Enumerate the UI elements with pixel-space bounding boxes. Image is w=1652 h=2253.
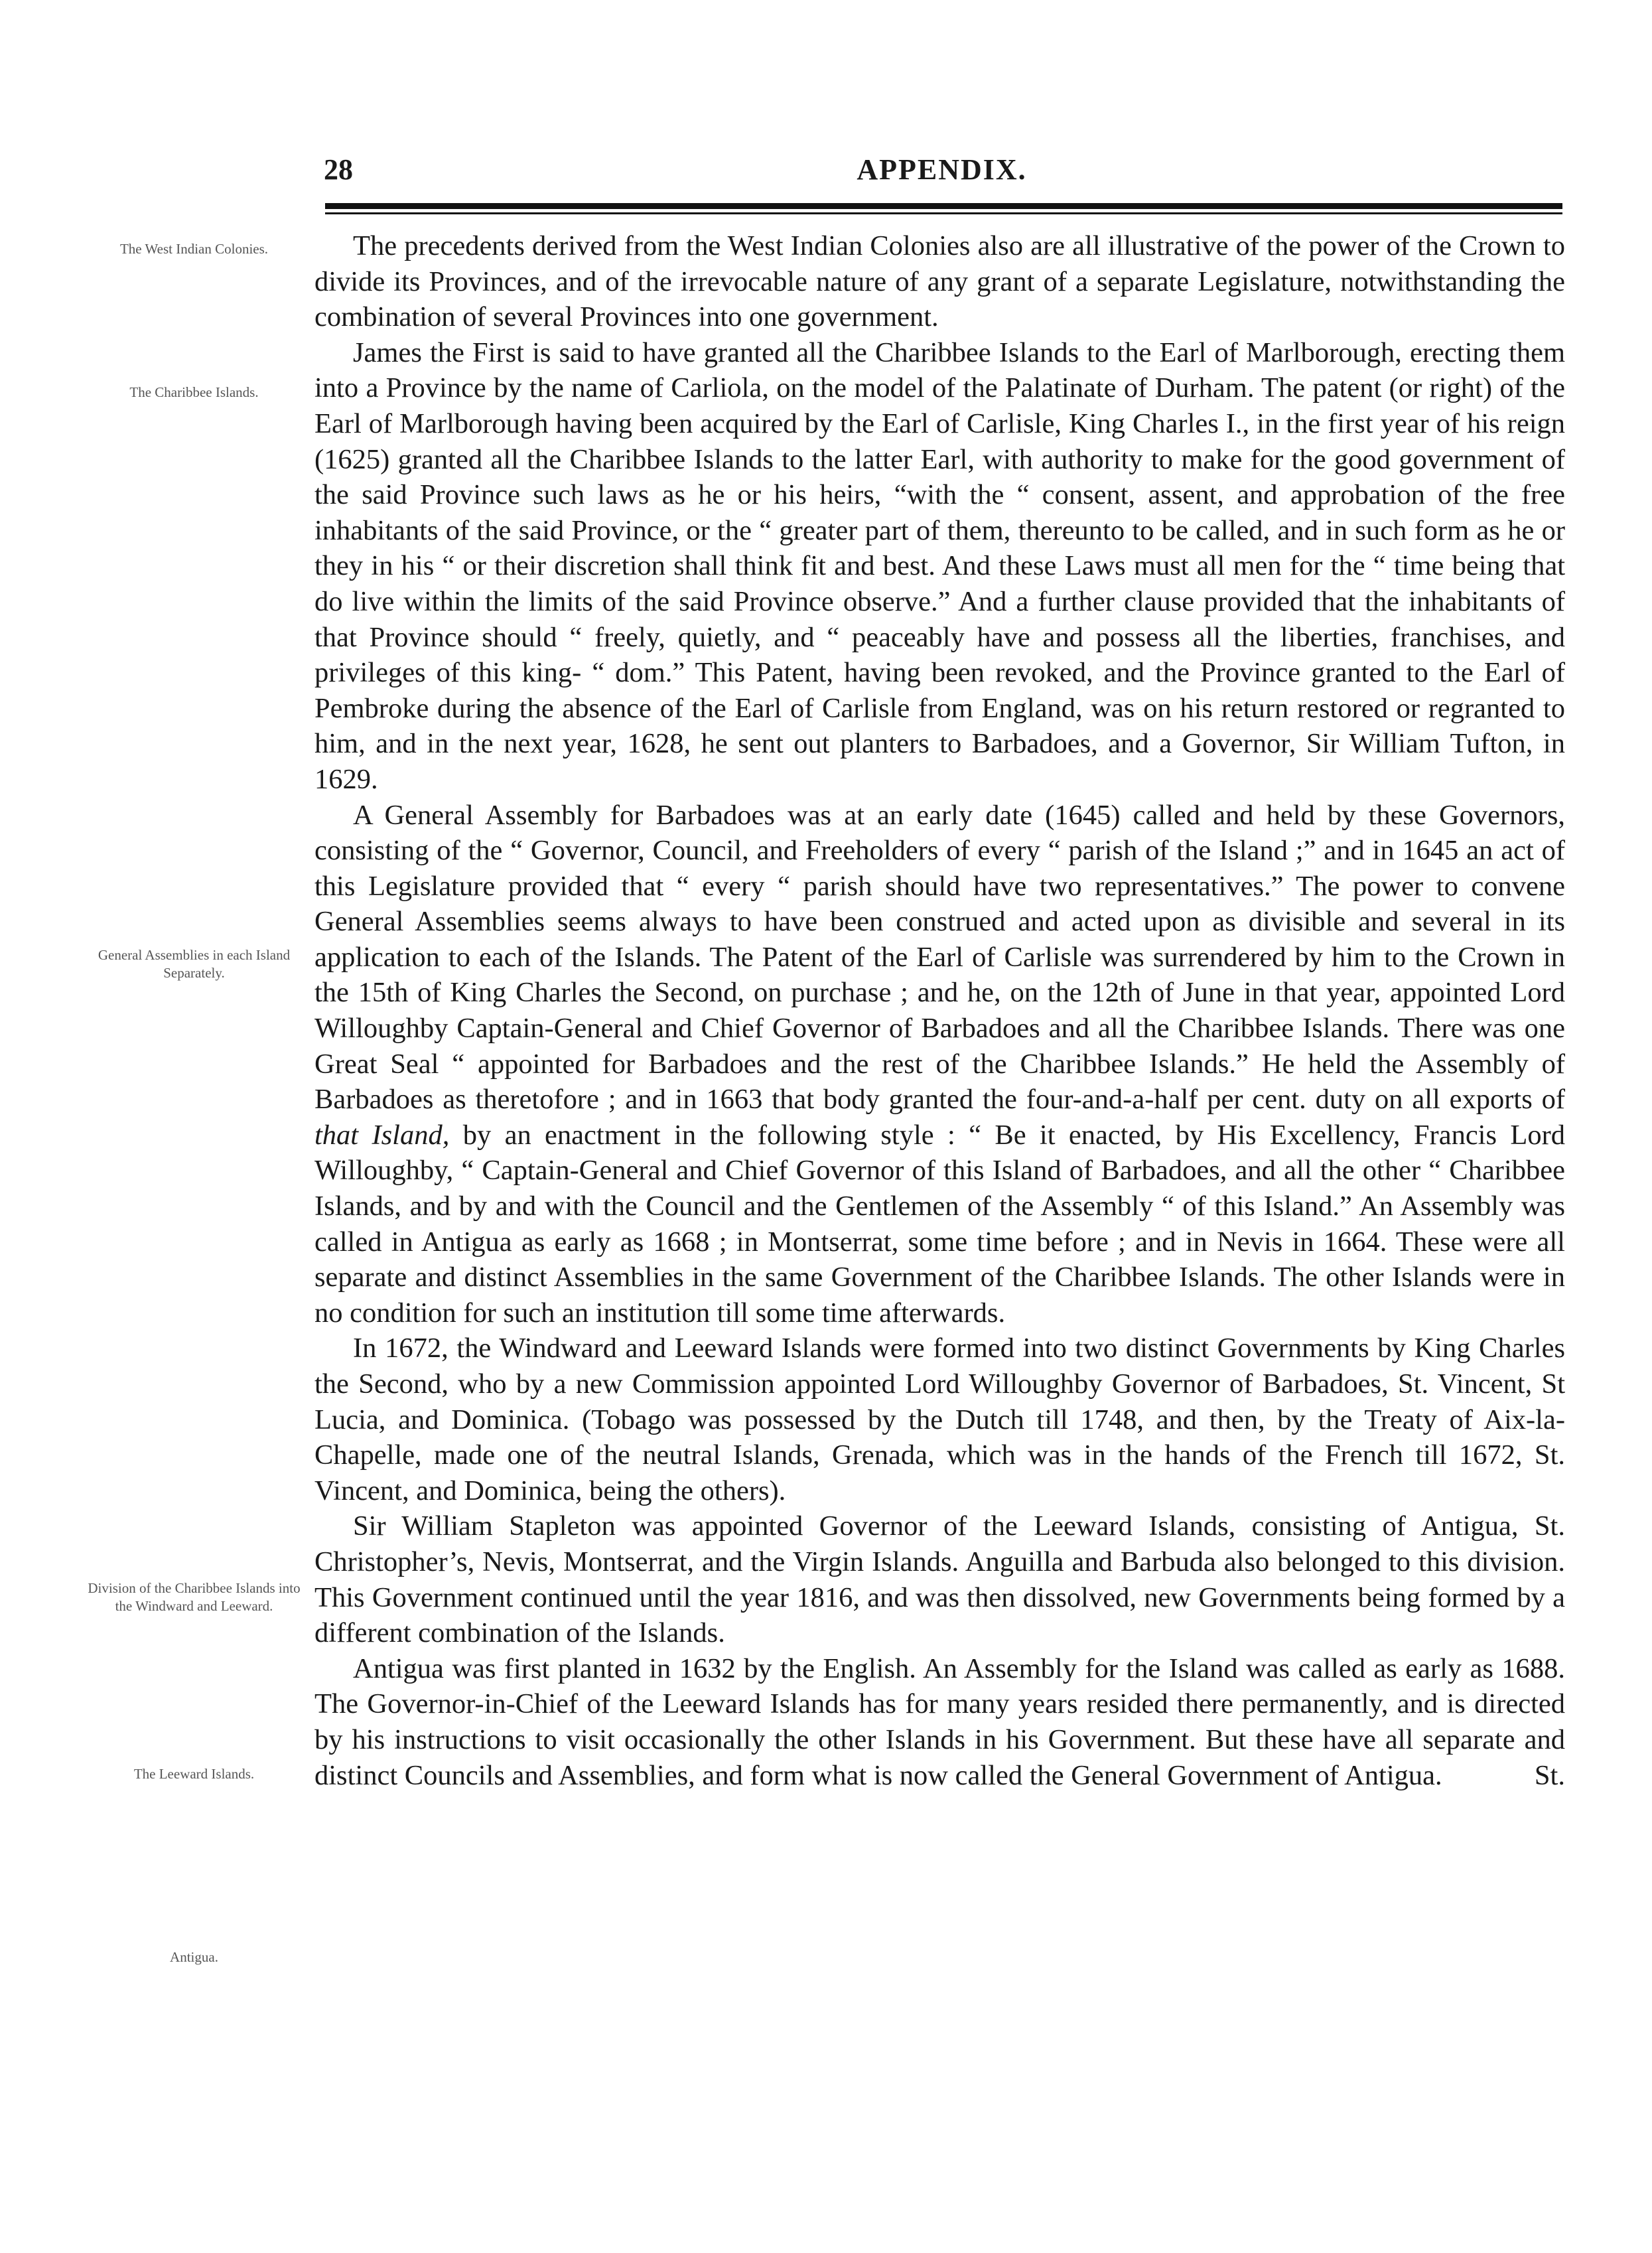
paragraph-antigua-text: Antigua was first planted in 1632 by the English. An Assembly for the Island was called as early as 1688. The Governor-in-Chief of the Leeward Islands has for many years resided there permanently, and is directed by his instructions to visit occasionally the other Islands in his Government. But these have all separate and distinct Councils and Assemblies, and form what is now called the General Government of Antigua. <box>314 1652 1565 1791</box>
body-text <box>314 228 1565 1793</box>
paragraph-general-assembly <box>314 798 1565 1331</box>
margin-note-charibbee-islands: The Charibbee Islands. <box>129 384 259 400</box>
margin-note-west-indian-colonies: The West Indian Colonies. <box>119 241 269 257</box>
paragraph-west-indian-colonies: The precedents derived from the West Indian Colonies also are all illustrative of the power of the Crown to divide its Provinces, and of the irrevocable nature of any grant of a separate Legislature, notwithstanding the combination of several Provinces into one government. <box>314 230 1565 333</box>
paragraph-antigua <box>314 1651 1565 1793</box>
catchword: St. <box>1534 1759 1565 1791</box>
paragraph-general-assembly-part-2: by an enactment in the following style : “ Be it enacted, by His Excellency, Francis Lord Willoughby, “ Captain-General and Chief Governor of this Island of Barbadoes, and all the other “ Charibbee Islands, and by and with the Council and the Gentlemen of the Assembly “ of this Island.” An Assembly was called in Antigua as early as 1668 ; in Montserrat, some time before ; and in Nevis in 1664. These were all separate and distinct Assemblies in the same Government of the Charibbee Islands. The other Islands were in no condition for such an institution till some time afterwards. <box>314 1119 1565 1329</box>
header-rule-thick <box>325 203 1562 209</box>
header-rule-thin <box>325 212 1562 214</box>
running-head: APPENDIX. <box>857 153 1027 186</box>
margin-note-division-windward-leeward: Division of the Charibbee Islands into the Windward and Leeward. <box>88 1580 301 1614</box>
margin-note-antigua: Antigua. <box>170 1949 218 1965</box>
paragraph-charibbee-islands: James the First is said to have granted all the Charibbee Islands to the Earl of Marlborough, erecting them into a Province by the name of Carliola, on the model of the Palatinate of Durham. The patent (or right) of the Earl of Marlborough having been acquired by the Earl of Carlisle, King Charles I., in the first year of his reign (1625) granted all the Charibbee Islands to the latter Earl, with authority to make for the good government of the said Province such laws as he or his heirs, “with the “ consent, assent, and approbation of the free inhabitants of the said Province, or the “ greater part of them, thereunto to be called, and in such form as he or they in his “ or their discretion shall think fit and best. And these Laws must all men for the “ time being that do live within the limits of the said Province observe.” And a further clause provided that the inhabitants of that Province should “ freely, quietly, and “ peaceably have and possess all the liberties, franchises, and privileges of this king- “ dom.” This Patent, having been revoked, and the Province granted to the Earl of Pembroke during the absence of the Earl of Carlisle from England, was on his return restored or regranted to him, and in the next year, 1628, he sent out planters to Barbadoes, and a Governor, Sir William Tufton, in 1629. <box>314 336 1565 795</box>
page-header <box>320 153 1564 199</box>
paragraph-general-assembly-part-1: A General Assembly for Barbadoes was at an early date (1645) called and held by these Governors, consisting of the “ Governor, Council, and Freeholders of every “ parish of the Island ;” and in 1645 an act of this Legislature provided that “ every “ parish should have two representatives.” The power to convene General Assemblies seems always to have been construed and acted upon as divisible and several in its application to each of the Islands. The Patent of the Earl of Carlisle was surrendered by him to the Crown in the 15th of King Charles the Second, on purchase ; and he, on the 12th of June in that year, appointed Lord Willoughby Captain-General and Chief Governor of Barbadoes and all the Charibbee Islands. There was one Great Seal “ appointed for Barbadoes and the rest of the Charibbee Islands.” He held the Assembly of Barbadoes as theretofore ; and in 1663 that body granted the four-and-a-half per cent. duty on all exports of <box>314 799 1565 1116</box>
margin-note-general-assemblies: General Assemblies in each Island Separately. <box>98 947 291 981</box>
margin-note-leeward-islands: The Leeward Islands. <box>133 1766 255 1782</box>
italic-that-island: that Island, <box>314 1119 450 1151</box>
paragraph-windward-leeward: In 1672, the Windward and Leeward Islands were formed into two distinct Governments by King Charles the Second, who by a new Commission appointed Lord Willoughby Governor of Barbadoes, St. Vincent, St Lucia, and Dominica. (Tobago was possessed by the Dutch till 1748, and then, by the Treaty of Aix-la-Chapelle, made one of the neutral Islands, Grenada, which was in the hands of the French till 1672, St. Vincent, and Dominica, being the others). <box>314 1333 1565 1506</box>
page-number: 28 <box>324 153 353 186</box>
paragraph-leeward-islands: Sir William Stapleton was appointed Governor of the Leeward Islands, consisting of Antigua, St. Christopher’s, Nevis, Montserrat, and the Virgin Islands. Anguilla and Barbuda also belonged to this division. This Government continued until the year 1816, and was then dissolved, new Governments being formed by a different combination of the Islands. <box>314 1510 1565 1649</box>
